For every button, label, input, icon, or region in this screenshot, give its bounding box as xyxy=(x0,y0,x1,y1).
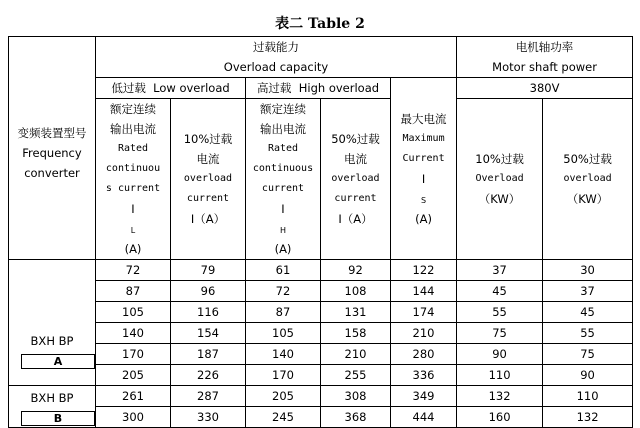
table-row: 87 96 72 108 144 45 37 xyxy=(9,281,633,302)
header-overload-en: Overload capacity xyxy=(223,60,329,74)
model-b-badge: B xyxy=(21,411,95,426)
header-motor-en: Motor shaft power xyxy=(492,60,597,74)
header-overload xyxy=(96,37,457,78)
header-max-current xyxy=(391,78,457,260)
header-rated-high: 额定连续 输出电流 Rated continuous current I H (A) xyxy=(246,99,321,260)
header-overload-low: 10%过载 电流 overload current I（A） xyxy=(171,99,246,260)
table-row: BXH BP B 261 287 205 308 349 132 110 xyxy=(9,386,633,407)
header-model-en1: Frequency xyxy=(22,146,82,160)
max-current-en1: Maximum xyxy=(402,133,445,144)
header-high-en: High overload xyxy=(298,81,380,95)
table-title: 表二 Table 2 xyxy=(275,16,365,32)
header-overload-high: 50%过载 电流 overload current I（A） xyxy=(321,99,391,260)
header-rated-low: 额定连续 输出电流 Rated continuou s current I L (A) xyxy=(96,99,171,260)
header-model-zh: 变频装置型号 xyxy=(17,126,87,140)
table-row: 205 226 170 255 336 110 90 xyxy=(9,365,633,386)
header-power-10: 10%过载 Overload （KW） xyxy=(457,99,543,260)
model-b-name: BXH BP xyxy=(30,390,74,405)
header-model xyxy=(9,37,96,260)
table-row: 105 116 87 131 174 55 45 xyxy=(9,302,633,323)
header-model-en2: converter xyxy=(24,166,80,180)
header-power-50: 50%过载 overload （KW） xyxy=(543,99,633,260)
model-a-badge: A xyxy=(21,354,95,369)
model-a-name: BXH BP xyxy=(30,333,74,348)
table-row: BXH BP A 72 79 61 92 122 37 30 xyxy=(9,260,633,281)
header-low-zh: 低过载 xyxy=(111,81,146,95)
table-row: 140 154 105 158 210 75 55 xyxy=(9,323,633,344)
max-current-unit: I S (A) xyxy=(415,172,432,226)
table-row: 170 187 140 210 280 90 75 xyxy=(9,344,633,365)
header-high-overload xyxy=(246,78,391,99)
spec-table xyxy=(8,36,633,428)
max-current-en2: Current xyxy=(402,153,445,164)
header-motor-zh: 电机轴功率 xyxy=(515,40,574,54)
model-b xyxy=(9,386,96,428)
max-current-zh: 最大电流 xyxy=(400,112,447,126)
model-a xyxy=(9,260,96,386)
header-overload-zh: 过载能力 xyxy=(253,40,300,54)
header-motor xyxy=(457,37,633,78)
header-voltage: 380V xyxy=(457,78,633,99)
header-low-en: Low overload xyxy=(153,81,230,95)
header-high-zh: 高过载 xyxy=(256,81,292,95)
header-low-overload xyxy=(96,78,246,99)
table-row: 300 330 245 368 444 160 132 xyxy=(9,407,633,428)
